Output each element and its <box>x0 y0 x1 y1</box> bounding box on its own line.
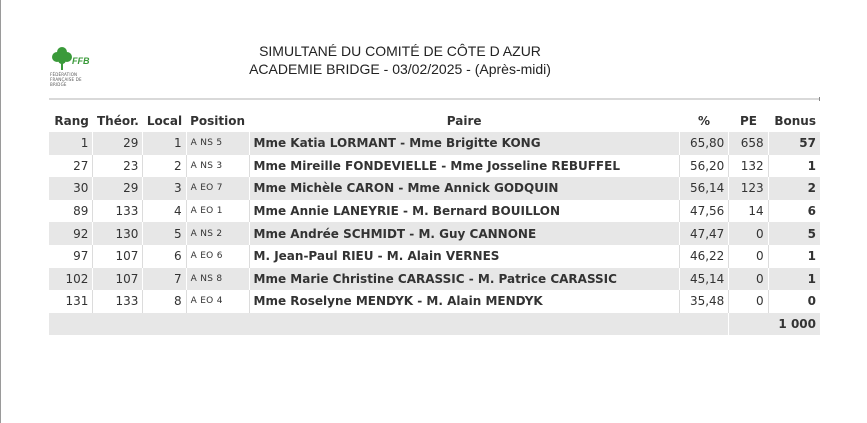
cell-bonus: 5 <box>768 222 820 245</box>
cell-paire: M. Jean-Paul RIEU - M. Alain VERNES <box>249 245 679 268</box>
cell-pe: 14 <box>729 200 768 223</box>
cell-pe: 0 <box>729 290 768 313</box>
logo-subtext: FÉDÉRATION FRANÇAISE DE BRIDGE <box>50 72 82 87</box>
table-row <box>49 132 820 155</box>
cell-pct: 56,20 <box>679 155 728 178</box>
table-row <box>49 177 820 200</box>
cell-pe: 132 <box>729 155 768 178</box>
cell-paire: Mme Michèle CARON - Mme Annick GODQUIN <box>249 177 679 200</box>
cell-position: A NS 8 <box>186 268 249 291</box>
col-header-position: Position <box>190 114 246 128</box>
cell-local: 6 <box>143 245 186 268</box>
table-total-row <box>49 313 820 336</box>
cell-position: A NS 2 <box>186 222 249 245</box>
cell-rang: 102 <box>49 268 93 291</box>
cell-pe: 123 <box>729 177 768 200</box>
cell-bonus: 57 <box>768 132 820 155</box>
cell-pe: 0 <box>729 268 768 291</box>
tree-icon <box>50 42 90 72</box>
page-edge <box>0 0 1 423</box>
results-table <box>49 110 820 335</box>
cell-pct: 56,14 <box>679 177 728 200</box>
cell-position: A NS 5 <box>186 132 249 155</box>
col-header-paire: Paire <box>446 114 482 128</box>
table-row <box>49 155 820 178</box>
cell-pe: 0 <box>729 222 768 245</box>
cell-position: A EO 4 <box>186 290 249 313</box>
cell-position: A EO 1 <box>186 200 249 223</box>
cell-pct: 47,56 <box>679 200 728 223</box>
cell-position: A EO 7 <box>186 177 249 200</box>
table-row <box>49 222 820 245</box>
cell-local: 3 <box>143 177 186 200</box>
cell-local: 7 <box>143 268 186 291</box>
cell-theor: 23 <box>93 155 143 178</box>
cell-theor: 107 <box>93 245 143 268</box>
cell-pe: 0 <box>729 245 768 268</box>
cell-bonus: 1 <box>768 268 820 291</box>
cell-bonus: 1 <box>768 245 820 268</box>
cell-paire: Mme Katia LORMANT - Mme Brigitte KONG <box>249 132 679 155</box>
table-row <box>49 290 820 313</box>
col-header-rang: Rang <box>54 114 89 128</box>
cell-local: 1 <box>143 132 186 155</box>
header-divider <box>49 98 820 100</box>
total-pe: 1 000 <box>729 313 820 336</box>
cell-rang: 89 <box>49 200 93 223</box>
cell-theor: 107 <box>93 268 143 291</box>
col-header-theor: Théor. <box>96 114 139 128</box>
page-subtitle: ACADEMIE BRIDGE - 03/02/2025 - (Après-midi) <box>249 61 551 77</box>
cell-theor: 29 <box>93 177 143 200</box>
page-title: SIMULTANÉ DU COMITÉ DE CÔTE D AZUR <box>259 43 541 59</box>
cell-bonus: 2 <box>768 177 820 200</box>
cell-pct: 45,14 <box>679 268 728 291</box>
cell-local: 5 <box>143 222 186 245</box>
cell-theor: 133 <box>93 290 143 313</box>
cell-paire: Mme Roselyne MENDYK - M. Alain MENDYK <box>249 290 679 313</box>
cell-theor: 133 <box>93 200 143 223</box>
cell-rang: 1 <box>49 132 93 155</box>
cell-pe: 658 <box>729 132 768 155</box>
page-header <box>100 42 700 78</box>
cell-bonus: 0 <box>768 290 820 313</box>
cell-theor: 29 <box>93 132 143 155</box>
cell-rang: 92 <box>49 222 93 245</box>
cell-paire: Mme Marie Christine CARASSIC - M. Patrice CARASSIC <box>249 268 679 291</box>
cell-theor: 130 <box>93 222 143 245</box>
table-row <box>49 200 820 223</box>
logo-text: FFB <box>72 56 90 66</box>
col-header-pe: PE <box>739 114 757 128</box>
table-row <box>49 245 820 268</box>
cell-rang: 131 <box>49 290 93 313</box>
ffb-logo <box>50 42 90 92</box>
cell-paire: Mme Annie LANEYRIE - M. Bernard BOUILLON <box>249 200 679 223</box>
cell-rang: 27 <box>49 155 93 178</box>
cell-paire: Mme Mireille FONDEVIELLE - Mme Josseline REBUFFEL <box>249 155 679 178</box>
table-header-row <box>49 110 820 132</box>
total-spacer <box>49 313 729 336</box>
cell-pct: 35,48 <box>679 290 728 313</box>
col-header-pct: % <box>698 114 711 128</box>
cell-pct: 47,47 <box>679 222 728 245</box>
cell-local: 4 <box>143 200 186 223</box>
cell-position: A EO 6 <box>186 245 249 268</box>
col-header-local: Local <box>146 114 183 128</box>
cell-rang: 30 <box>49 177 93 200</box>
cell-local: 8 <box>143 290 186 313</box>
table-row <box>49 268 820 291</box>
cell-paire: Mme Andrée SCHMIDT - M. Guy CANNONE <box>249 222 679 245</box>
cell-pct: 65,80 <box>679 132 728 155</box>
cell-bonus: 1 <box>768 155 820 178</box>
col-header-bonus: Bonus <box>774 114 816 128</box>
cell-rang: 97 <box>49 245 93 268</box>
cell-position: A NS 3 <box>186 155 249 178</box>
cell-bonus: 6 <box>768 200 820 223</box>
cell-pct: 46,22 <box>679 245 728 268</box>
divider-end-mark <box>819 97 820 101</box>
cell-local: 2 <box>143 155 186 178</box>
